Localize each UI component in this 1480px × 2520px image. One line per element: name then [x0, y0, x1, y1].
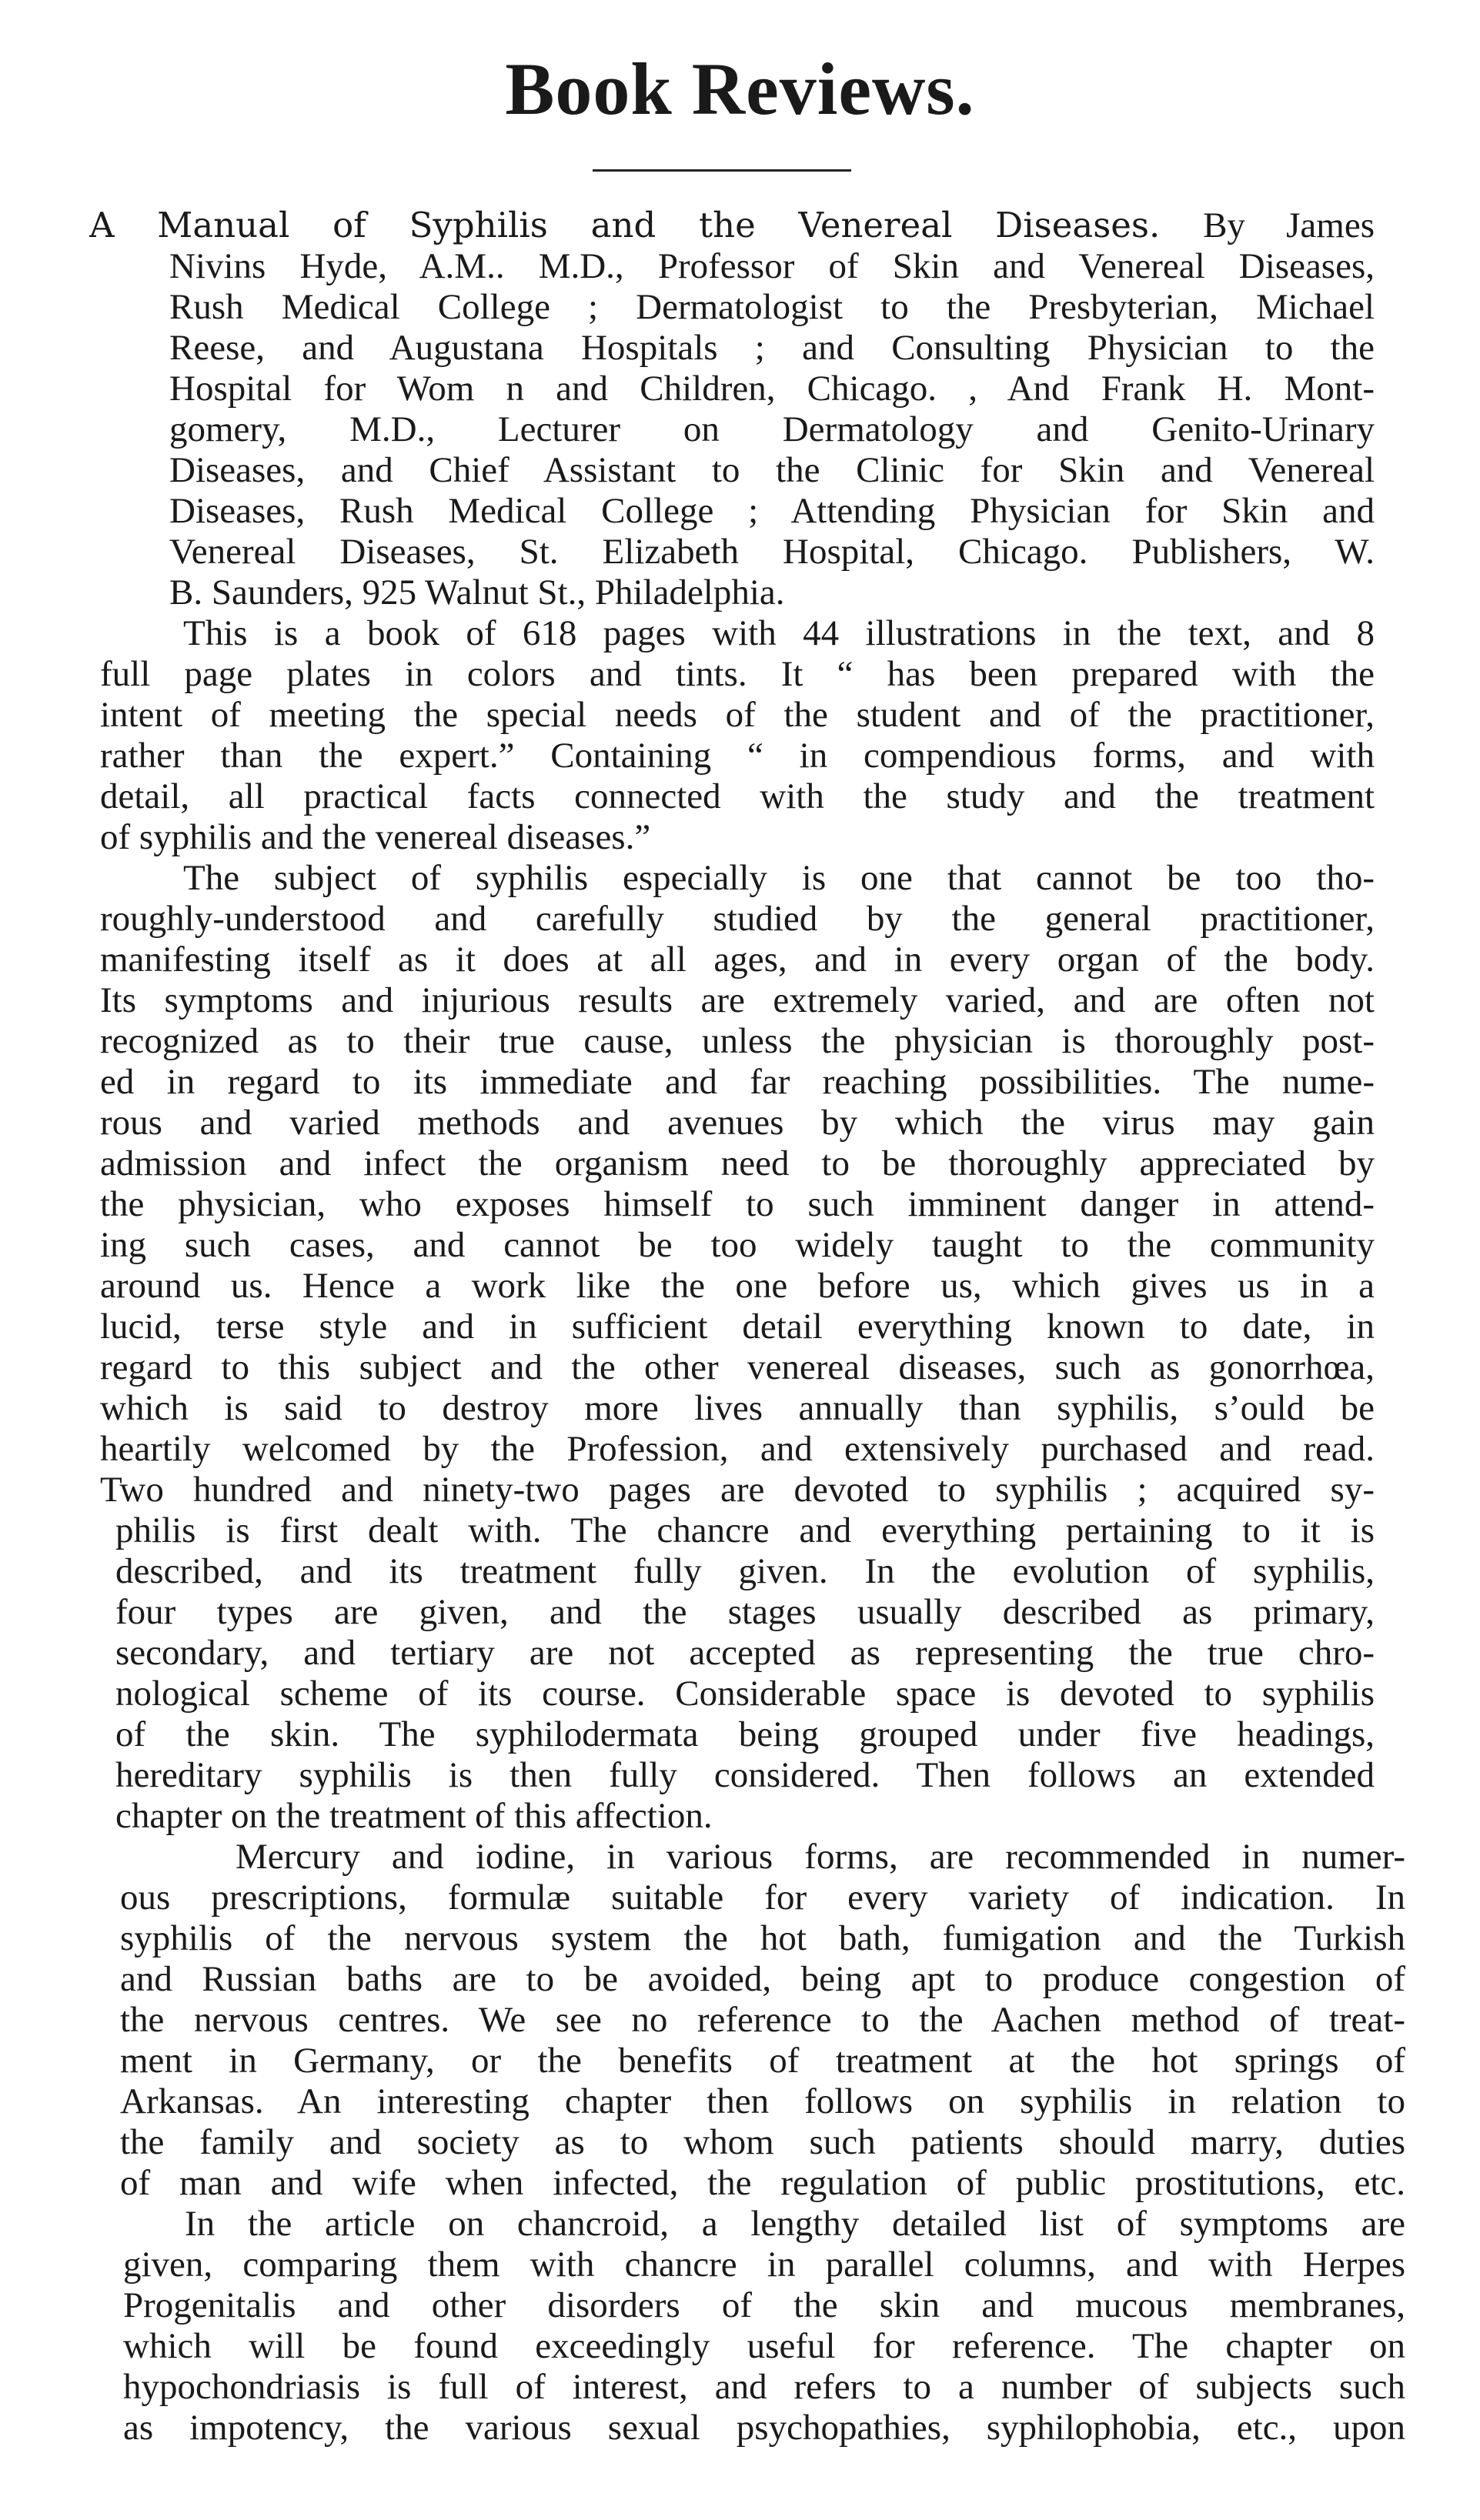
review-line: of man and wife when infected, the regulation of public prostitutions, etc. — [120, 2163, 1405, 2203]
review-line: The subject of syphilis especially is one that cannot be too tho- — [183, 858, 1375, 898]
review-line: hypochondriasis is full of interest, and refers to a number of subjects such — [123, 2367, 1405, 2407]
review-line: roughly-understood and carefully studied by the general practitioner, — [100, 899, 1375, 939]
review-line: ous prescriptions, formulæ suitable for every variety of indication. In — [120, 1877, 1405, 1918]
review-line: Diseases, and Chief Assistant to the Clinic for Skin and Venereal — [169, 450, 1375, 490]
review-line: recognized as to their true cause, unless the physician is thoroughly post- — [100, 1021, 1375, 1061]
review-line: intent of meeting the special needs of the student and of the practitioner, — [100, 695, 1375, 735]
review-line: admission and infect the organism need to be thoroughly appreciated by — [100, 1143, 1375, 1183]
review-line: Reese, and Augustana Hospitals ; and Consulting Physician to the — [169, 328, 1375, 368]
review-line: heartily welcomed by the Profession, and extensively purchased and read. — [100, 1429, 1375, 1469]
review-line: lucid, terse style and in sufficient detail everything known to date, in — [100, 1307, 1375, 1347]
review-line: four types are given, and the stages usually described as primary, — [115, 1592, 1375, 1632]
review-line: which will be found exceedingly useful for reference. The chapter on — [123, 2326, 1405, 2366]
review-line: detail, all practical facts connected with the study and the treatment — [100, 776, 1375, 816]
review-line: full page plates in colors and tints. It “ has been prepared with the — [100, 654, 1375, 694]
review-line: around us. Hence a work like the one before us, which gives us in a — [100, 1266, 1375, 1306]
review-line: B. Saunders, 925 Walnut St., Philadelphia. — [169, 572, 785, 612]
review-line: gomery, M.D., Lecturer on Dermatology and Genito-Urinary — [169, 409, 1375, 449]
review-line: ing such cases, and cannot be too widely taught to the community — [100, 1225, 1375, 1265]
review-line: In the article on chancroid, a lengthy detailed list of symptoms are — [185, 2204, 1405, 2244]
review-line: which is said to destroy more lives annually than syphilis, s’ould be — [100, 1388, 1375, 1428]
review-line: philis is first dealt with. The chancre and everything pertaining to it is — [115, 1510, 1375, 1550]
review-line: This is a book of 618 pages with 44 illustrations in the text, and 8 — [183, 613, 1375, 653]
review-line: Progenitalis and other disorders of the skin and mucous membranes, — [123, 2285, 1405, 2325]
review-line: Nivins Hyde, A.M.. M.D., Professor of Skin and Venereal Diseases, — [169, 246, 1375, 286]
review-book-title: A Manual of Syphilis and the Venereal Diseases. — [89, 205, 1161, 245]
page-title: Book Reviews. — [505, 48, 975, 130]
review-line: described, and its treatment fully given. In the evolution of syphilis, — [115, 1551, 1375, 1591]
review-line: regard to this subject and the other venereal diseases, such as gonorrhœa, — [100, 1347, 1375, 1387]
review-line: given, comparing them with chancre in parallel columns, and with Herpes — [123, 2245, 1405, 2285]
review-line: the family and society as to whom such patients should marry, duties — [120, 2122, 1405, 2162]
review-line: hereditary syphilis is then fully considered. Then follows an extended — [115, 1755, 1375, 1795]
review-line: Two hundred and ninety-two pages are devoted to syphilis ; acquired sy- — [100, 1470, 1375, 1510]
review-line: Rush Medical College ; Dermatologist to the Presbyterian, Michael — [169, 287, 1375, 327]
review-line: nological scheme of its course. Considerable space is devoted to syphilis — [115, 1674, 1375, 1714]
review-line: rous and varied methods and avenues by which the virus may gain — [100, 1103, 1375, 1143]
review-line: the physician, who exposes himself to such imminent danger in attend- — [100, 1184, 1375, 1224]
review-line: as impotency, the various sexual psychopathies, syphilophobia, etc., upon — [123, 2408, 1405, 2448]
review-line: Diseases, Rush Medical College ; Attending Physician for Skin and — [169, 491, 1375, 531]
review-line: syphilis of the nervous system the hot bath, fumigation and the Turkish — [120, 1918, 1405, 1958]
review-line: and Russian baths are to be avoided, being apt to produce congestion of — [120, 1959, 1405, 1999]
review-line: ment in Germany, or the benefits of treatment at the hot springs of — [120, 2041, 1405, 2081]
review-line: ed in regard to its immediate and far reaching possibilities. The nume- — [100, 1062, 1375, 1102]
review-line: chapter on the treatment of this affection. — [115, 1796, 713, 1836]
review-line: Arkansas. An interesting chapter then follows on syphilis in relation to — [120, 2081, 1405, 2121]
review-line: Its symptoms and injurious results are extremely varied, and are often not — [100, 980, 1375, 1020]
review-line: Hospital for Wom n and Children, Chicago. , And Frank H. Mont- — [169, 369, 1375, 409]
review-line: of the skin. The syphilodermata being grouped under five headings, — [115, 1714, 1375, 1754]
review-line: rather than the expert.” Containing “ in compendious forms, and with — [100, 736, 1375, 776]
review-line: Mercury and iodine, in various forms, are recommended in numer- — [236, 1837, 1405, 1877]
review-heading-byline: By James — [1203, 205, 1375, 245]
review-line: of syphilis and the venereal diseases.” — [100, 817, 651, 857]
review-line: Venereal Diseases, St. Elizabeth Hospital, Chicago. Publishers, W. — [169, 532, 1375, 572]
review-line: manifesting itself as it does at all ages, and in every organ of the body. — [100, 940, 1375, 980]
review-line: the nervous centres. We see no reference to the Aachen method of treat- — [120, 2000, 1405, 2040]
review-line: secondary, and tertiary are not accepted as representing the true chro- — [115, 1633, 1375, 1673]
review-heading — [89, 203, 1375, 248]
